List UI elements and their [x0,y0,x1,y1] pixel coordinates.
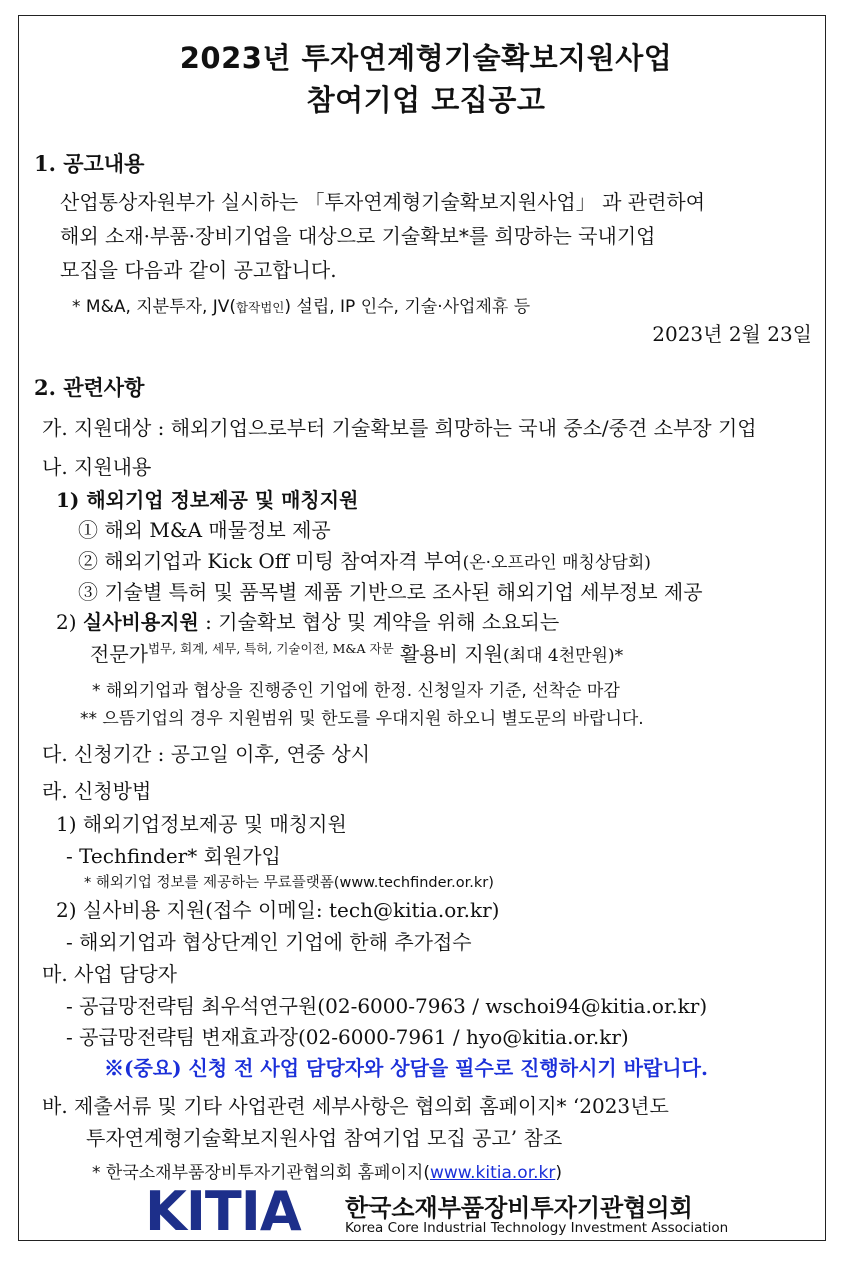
item-na-2-line2: 전문가$^{법무, 회계, 세무, 특허, 기술이전, M\&A 자문}$ 활용비 지원(최대 4천만원)* [90,641,624,666]
item-ra-1: 1) 해외기업정보제공 및 매칭지원 [56,812,347,836]
item-ba-docs-line2: 투자연계형기술확보지원사업 참여기업 모집 공고’ 참조 [86,1126,563,1150]
announcement-date: 2023년 2월 23일 [652,322,812,346]
important-notice: ※(중요) 신청 전 사업 담당자와 상담을 필수로 진행하시기 바랍니다. [104,1056,708,1080]
item-ra-2: 2) 실사비용 지원(접수 이메일: tech@kitia.or.kr) [56,898,500,922]
item-ba-docs-line1: 바. 제출서류 및 기타 사업관련 세부사항은 협의회 홈페이지* ‘2023년도 [42,1094,669,1118]
document-title-line1: 2023년 투자연계형기술확보지원사업 [179,41,673,75]
kitia-logo-mark: KITIA [145,1180,301,1243]
item-ga-target: 가. 지원대상 : 해외기업으로부터 기술확보를 희망하는 국내 중소/중견 소부장 기업 [42,416,757,440]
section1-heading: 1. 공고내용 [34,151,145,176]
item-ma-contact: 마. 사업 담당자 [42,962,177,986]
item-na-1: 1) 해외기업 정보제공 및 매칭지원 [56,488,359,512]
section1-paragraph-line3: 모집을 다음과 같이 공고합니다. [60,258,337,282]
item-da-period: 다. 신청기간 : 공고일 이후, 연중 상시 [42,742,371,766]
kitia-logo [145,1180,729,1243]
contact-1: - 공급망전략팀 최우석연구원(02-6000-7963 / wschoi94@kitia.or.kr) [66,994,708,1018]
section2-heading: 2. 관련사항 [34,375,145,400]
item-na-1-ii: ② 해외기업과 Kick Off 미팅 참여자격 부여(온·오프라인 매칭상담회) [78,549,651,573]
section1-footnote: * M&A, 지분투자, JV(합작법인) 설립, IP 인수, 기술·사업제휴 등 [72,297,531,317]
item-na-2: 2) 실사비용지원 : 기술확보 협상 및 계약을 위해 소요되는 [56,610,560,634]
contact-2: - 공급망전략팀 변재효과장(02-6000-7961 / hyo@kitia.or.kr) [66,1025,629,1049]
homepage-link[interactable]: www.kitia.or.kr [429,1163,556,1183]
item-ra-1-dash: - Techfinder* 회원가입 [66,844,281,868]
kitia-name-korean: 한국소재부품장비투자기관협의회 [345,1194,693,1222]
item-ra-method: 라. 신청방법 [42,779,152,803]
note-preferred-companies: ** 으뜸기업의 경우 지원범위 및 한도를 우대지원 하오니 별도문의 바랍니다. [80,709,644,729]
section1-paragraph-line2: 해외 소재·부품·장비기업을 대상으로 기술확보*를 희망하는 국내기업 [60,224,656,248]
note-limited-companies: * 해외기업과 협상을 진행중인 기업에 한정. 신청일자 기준, 선착순 마감 [92,681,620,701]
item-na-1-iii: ③ 기술별 특허 및 품목별 제품 기반으로 조사된 해외기업 세부정보 제공 [78,580,703,604]
note-techfinder: * 해외기업 정보를 제공하는 무료플랫폼(www.techfinder.or.kr) [84,875,494,891]
item-ra-2-dash: - 해외기업과 협상단계인 기업에 한해 추가접수 [66,930,472,954]
document-title-line2: 참여기업 모집공고 [306,83,546,117]
item-na-content: 나. 지원내용 [42,455,152,479]
kitia-name-english: Korea Core Industrial Technology Investment Association [345,1220,729,1236]
homepage-note: * 한국소재부품장비투자기관협의회 홈페이지(www.kitia.or.kr) [92,1163,563,1183]
item-na-1-i: ① 해외 M&A 매물정보 제공 [78,518,331,542]
section1-paragraph-line1: 산업통상자원부가 실시하는 「투자연계형기술확보지원사업」 과 관련하여 [60,190,706,214]
